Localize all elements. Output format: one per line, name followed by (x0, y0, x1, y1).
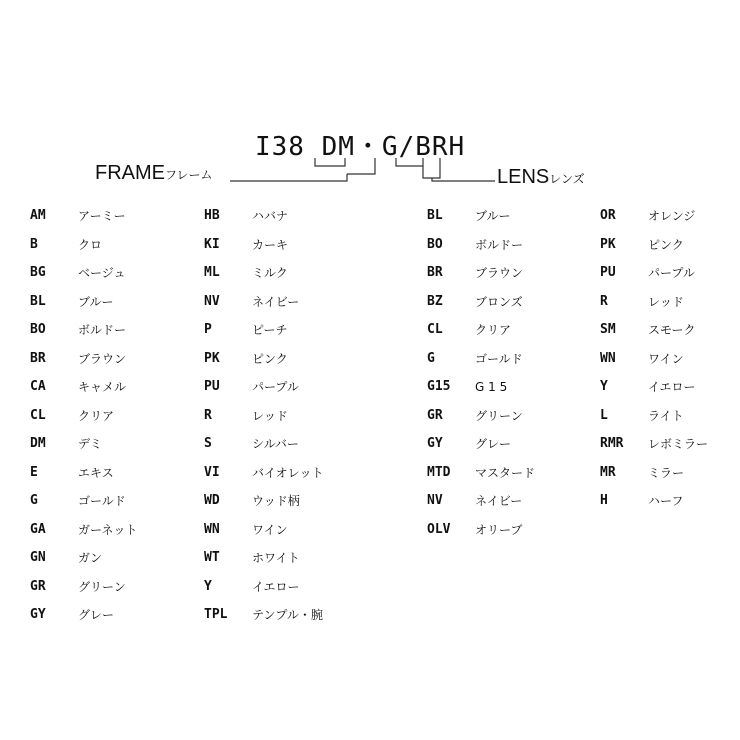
model-code: I38 DM・G/BRH (255, 132, 466, 162)
lens-color-code: BO (427, 236, 443, 252)
lens-color-name: G 1 5 (475, 380, 508, 394)
frame-color-name: ベージュ (78, 266, 126, 280)
frame-color-name: カーキ (252, 237, 289, 252)
frame-color-name: ミルク (252, 266, 288, 280)
frame-color-name: バイオレット (252, 465, 324, 480)
frame-color-name: ワイン (252, 522, 288, 537)
frame-color-name: クリア (78, 408, 115, 423)
lens-color-code: PK (600, 236, 616, 252)
frame-bracket-right (230, 174, 347, 181)
lens-color-code: CL (427, 322, 443, 337)
lens-color-name: ハーフ (648, 494, 684, 508)
lens-color-name: ブロンズ (475, 294, 523, 309)
lens-color-name: マスタード (475, 465, 536, 480)
lens-color-name: ネイビー (475, 494, 523, 508)
lens-color-code: R (600, 293, 608, 309)
lens-color-name: スモーク (648, 323, 696, 337)
lens-color-code: BL (427, 208, 443, 223)
lens-color-name: ブラウン (475, 266, 524, 280)
frame-color-code: BR (30, 350, 46, 366)
frame-color-code: VI (204, 464, 220, 480)
frame-color-name: テンプル・腕 (252, 608, 323, 622)
frame-color-name: デミ (78, 437, 103, 451)
frame-color-code: BO (30, 322, 46, 337)
frame-color-name: ウッド柄 (252, 494, 300, 508)
frame-color-code: AM (30, 208, 46, 223)
frame-color-code: R (204, 407, 212, 423)
lens-color-code: GY (427, 436, 443, 451)
lens-label-ja: レンズ (549, 172, 585, 186)
lens-color-code: Y (600, 379, 608, 394)
lens-color-name: パープル (648, 266, 695, 280)
frame-label-ja: フレーム (165, 168, 213, 182)
frame-color-code: S (204, 436, 212, 451)
frame-bracket-left (315, 158, 345, 166)
frame-color-code: WT (204, 550, 220, 565)
frame-color-code: TPL (204, 607, 228, 622)
frame-color-code: BL (30, 293, 46, 309)
frame-color-code: GA (30, 521, 46, 537)
lens-color-code: OLV (427, 521, 451, 537)
frame-color-name: クロ (78, 237, 103, 252)
lens-color-code: OR (600, 208, 616, 223)
frame-color-name: ボルドー (78, 323, 127, 337)
frame-color-name: ゴールド (78, 494, 126, 508)
frame-color-code: WD (204, 493, 220, 508)
frame-color-name: ガーネット (78, 522, 138, 537)
lens-color-code: SM (600, 322, 616, 337)
lens-color-code: MTD (427, 464, 451, 480)
frame-color-code: Y (204, 578, 212, 594)
frame-color-code: ML (204, 265, 220, 280)
frame-color-code: E (30, 464, 38, 480)
frame-color-code: WN (204, 521, 220, 537)
frame-color-code: PU (204, 379, 220, 394)
lens-color-code: GR (427, 407, 443, 423)
lens-color-code: WN (600, 350, 616, 366)
lens-color-name: レッド (648, 294, 684, 309)
frame-color-name: エキス (78, 465, 114, 480)
lens-color-code: PU (600, 265, 616, 280)
frame-color-code: BG (30, 265, 46, 280)
frame-color-name: ネイビー (252, 294, 300, 309)
frame-color-code: KI (204, 236, 220, 252)
frame-color-code: GR (30, 578, 46, 594)
frame-color-name: グリーン (78, 579, 126, 594)
lens-color-name: グレー (475, 437, 512, 451)
lens-color-code: BZ (427, 293, 443, 309)
lens-color-name: ピンク (648, 237, 684, 252)
lens-color-name: ボルドー (475, 237, 524, 252)
frame-color-name: ピーチ (252, 323, 288, 337)
frame-color-name: ブルー (78, 294, 114, 309)
frame-color-name: ホワイト (252, 551, 300, 565)
frame-color-name: ピンク (252, 351, 288, 366)
lens-color-code: G (427, 350, 435, 366)
lens-bracket-right (423, 158, 440, 178)
frame-color-code: DM (30, 436, 46, 451)
frame-color-name: ブラウン (78, 351, 127, 366)
lens-color-name: グリーン (475, 408, 523, 423)
lens-color-name: イエロー (648, 380, 696, 394)
lens-color-name: オリーブ (475, 522, 523, 537)
frame-color-name: イエロー (252, 579, 300, 594)
frame-bracket-g (347, 158, 375, 174)
frame-color-name: ガン (78, 551, 103, 565)
frame-color-name: アーミー (78, 209, 126, 223)
lens-color-code: L (600, 407, 608, 423)
frame-color-code: G (30, 493, 38, 508)
lens-color-code: RMR (600, 436, 624, 451)
frame-color-name: シルバー (252, 437, 299, 451)
lens-color-code: H (600, 493, 608, 508)
lens-bracket-left (396, 158, 423, 166)
lens-color-name: ミラー (648, 465, 685, 480)
lens-color-code: BR (427, 265, 443, 280)
frame-color-name: ハバナ (252, 209, 289, 223)
frame-color-name: グレー (78, 608, 115, 622)
lens-label-en: LENS (497, 166, 550, 188)
frame-color-code: GY (30, 607, 46, 622)
frame-color-code: HB (204, 208, 220, 223)
lens-color-name: ゴールド (475, 351, 523, 366)
lens-color-name: ブルー (475, 209, 511, 223)
lens-color-code: G15 (427, 379, 451, 394)
frame-color-name: パープル (252, 380, 299, 394)
frame-color-code: NV (204, 293, 220, 309)
lens-color-name: ライト (648, 408, 684, 423)
frame-color-code: P (204, 322, 212, 337)
lens-color-name: レボミラー (648, 437, 709, 451)
frame-color-name: レッド (252, 408, 288, 423)
lens-leader (432, 178, 495, 181)
lens-color-name: オレンジ (648, 209, 696, 223)
frame-color-code: CA (30, 379, 46, 394)
lens-color-code: NV (427, 493, 443, 508)
lens-color-name: ワイン (648, 351, 684, 366)
lens-color-name: クリア (475, 323, 512, 337)
frame-color-code: PK (204, 350, 220, 366)
frame-color-code: GN (30, 550, 46, 565)
frame-color-code: CL (30, 407, 46, 423)
frame-color-name: キャメル (78, 380, 127, 394)
lens-color-code: MR (600, 464, 616, 480)
frame-color-code: B (30, 236, 38, 252)
frame-label-en: FRAME (95, 162, 165, 184)
